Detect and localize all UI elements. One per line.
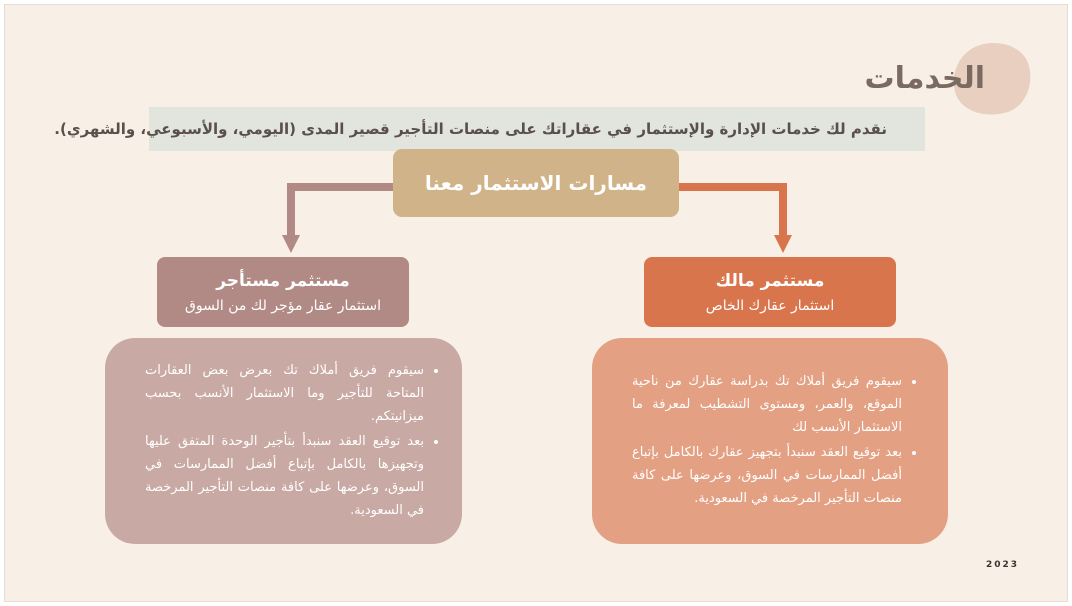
slide xyxy=(4,4,1068,602)
tenant-investor-title: مستثمر مستأجر xyxy=(216,270,350,291)
tenant-investor-box xyxy=(157,257,409,327)
owner-investor-title: مستثمر مالك xyxy=(715,270,825,291)
intro-text: نقدم لك خدمات الإدارة والإستثمار في عقاراتك على منصات التأجير قصير المدى (اليومي، والأسبوعي، والشهري). xyxy=(54,120,887,138)
owner-connector-arrow xyxy=(679,187,792,253)
list-item: • سيقوم فريق أملاك تك بعرض بعض العقارات المتاحة للتأجير وما الاستثمار الأنسب بحسب ميزانيتكم. xyxy=(145,359,424,428)
tenant-investor-subtitle: استثمار عقار مؤجر لك من السوق xyxy=(185,297,381,314)
page-title: الخدمات xyxy=(864,61,985,96)
investment-paths-box xyxy=(393,149,679,217)
owner-details-list xyxy=(632,370,924,512)
year-label: 2023 xyxy=(985,560,1019,570)
owner-details-card xyxy=(592,338,948,544)
list-item: • سيقوم فريق أملاك تك بدراسة عقارك من ناحية الموقع، والعمر، ومستوى التشطيب لمعرفة ما الاستثمار الأنسب لك xyxy=(632,370,902,439)
list-item: • بعد توقيع العقد سنبدأ بتأجير الوحدة المتفق عليها وتجهيزها بالكامل بإتباع أفضل الممارسات في السوق، وعرضها على كافة منصات التأجير المرخصة في السعودية. xyxy=(145,430,424,522)
owner-investor-box xyxy=(644,257,896,327)
investment-paths-label: مسارات الاستثمار معنا xyxy=(424,171,648,195)
list-item: • بعد توقيع العقد سنبدأ بتجهيز عقارك بالكامل بإتباع أفضل الممارسات في السوق، وعرضها على كافة منصات التأجير المرخصة في السعودية. xyxy=(632,441,902,510)
owner-investor-subtitle: استثمار عقارك الخاص xyxy=(705,297,835,314)
tenant-details-card xyxy=(105,338,462,544)
tenant-details-list xyxy=(145,359,446,524)
tenant-connector-arrow xyxy=(282,187,393,253)
